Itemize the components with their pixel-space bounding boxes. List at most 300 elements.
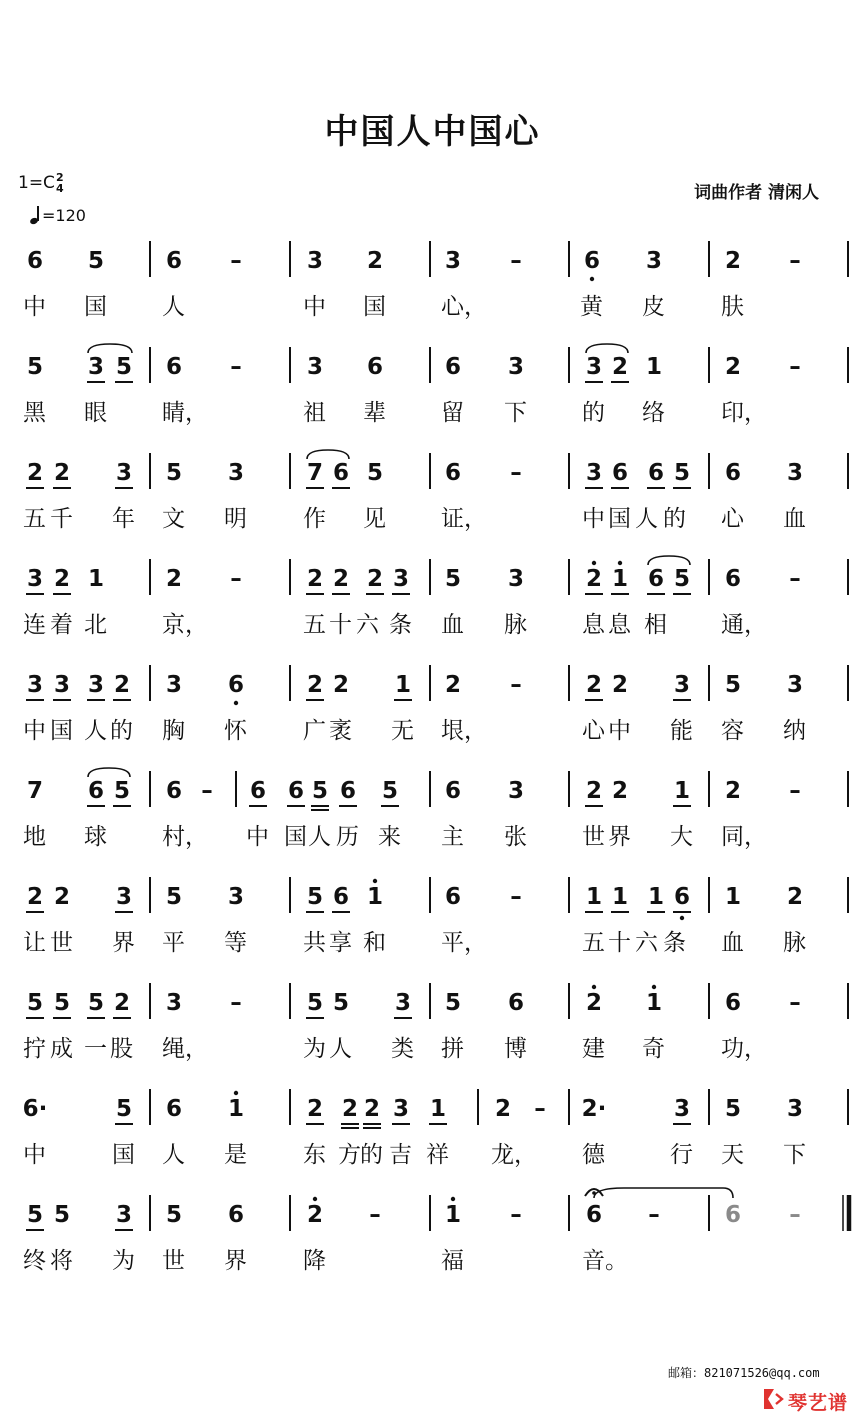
- lyric: 容: [721, 718, 744, 744]
- note: 5: [673, 460, 691, 486]
- note: –: [789, 778, 801, 804]
- note: 3: [306, 354, 324, 380]
- lyric: 奇: [642, 1036, 665, 1062]
- site-logo: [762, 1382, 852, 1416]
- octave-dot-above: [451, 1197, 455, 1201]
- note: 6: [339, 778, 357, 804]
- note: 6: [227, 1202, 245, 1228]
- lyric: 拧: [23, 1036, 46, 1062]
- note: 2: [341, 1096, 359, 1122]
- note: 6·: [22, 1096, 48, 1122]
- note: 5: [366, 460, 384, 486]
- note: 1: [227, 1096, 245, 1122]
- slur: [88, 344, 132, 353]
- note: 3: [394, 990, 412, 1016]
- note: 5: [306, 884, 324, 910]
- lyric: 人: [162, 1142, 185, 1168]
- lyric: 界: [112, 930, 135, 956]
- note: 1: [394, 672, 412, 698]
- lyric: 功，: [721, 1036, 767, 1062]
- note: 3: [786, 1096, 804, 1122]
- note: 3: [645, 248, 663, 274]
- lyric: 垠，: [441, 718, 487, 744]
- note: 1: [645, 354, 663, 380]
- lyric: 世: [582, 824, 605, 850]
- note: 3: [507, 778, 525, 804]
- lyric: 国: [112, 1142, 135, 1168]
- note: 6: [444, 778, 462, 804]
- lyric: 纳: [783, 718, 806, 744]
- lyric: 相: [644, 612, 667, 638]
- lyric: 年: [112, 506, 135, 532]
- note: 6: [444, 354, 462, 380]
- lyric: 连: [23, 612, 46, 638]
- note: 5: [311, 778, 329, 804]
- note: 5: [444, 566, 462, 592]
- lyric: 条: [389, 612, 412, 638]
- note: 6: [724, 1202, 742, 1228]
- note: 5: [165, 1202, 183, 1228]
- note: –: [369, 1202, 381, 1228]
- note: 2: [363, 1096, 381, 1122]
- note: 3: [165, 990, 183, 1016]
- note: 2: [611, 672, 629, 698]
- note: 2: [332, 566, 350, 592]
- lyric: 黄: [580, 294, 603, 320]
- note: 3: [444, 248, 462, 274]
- note: 1: [366, 884, 384, 910]
- note: –: [510, 1202, 522, 1228]
- lyric: 人: [329, 1036, 352, 1062]
- note: 3: [673, 672, 691, 698]
- lyric: 下: [504, 400, 527, 426]
- lyric: 德: [582, 1142, 605, 1168]
- lyric: 见: [363, 506, 386, 532]
- lyric: 无: [391, 718, 414, 744]
- lyric: 的: [582, 400, 605, 426]
- octave-dot-above: [592, 561, 596, 565]
- note: 3: [507, 354, 525, 380]
- lyric: 的: [360, 1142, 383, 1168]
- note: 3: [115, 1202, 133, 1228]
- octave-dot-below: [234, 701, 238, 705]
- lyric: 中: [23, 294, 46, 320]
- key-label: 1=C: [18, 173, 55, 193]
- lyric: 国: [84, 294, 107, 320]
- note: 5: [673, 566, 691, 592]
- note: –: [510, 672, 522, 698]
- lyric: 音。: [582, 1248, 628, 1274]
- note: 6: [165, 778, 183, 804]
- note: 6: [26, 248, 44, 274]
- lyric: 证，: [441, 506, 487, 532]
- note: 2: [585, 566, 603, 592]
- lyric: 张: [504, 824, 527, 850]
- lyric: 中: [23, 1142, 46, 1168]
- lyric: 享: [329, 930, 352, 956]
- lyric: 明: [224, 506, 247, 532]
- lyric: 同，: [721, 824, 767, 850]
- lyric: 广: [303, 718, 326, 744]
- note: 6: [507, 990, 525, 1016]
- time-unit: 4: [55, 182, 64, 195]
- note: 5: [165, 460, 183, 486]
- lyric: 龙，: [491, 1142, 537, 1168]
- lyric: 国: [50, 718, 73, 744]
- note: 2: [366, 566, 384, 592]
- lyric: 行: [670, 1142, 693, 1168]
- note: 2: [53, 884, 71, 910]
- note: 3: [673, 1096, 691, 1122]
- note: 3: [585, 460, 603, 486]
- note: 2: [366, 248, 384, 274]
- note: 1: [585, 884, 603, 910]
- note: 5: [26, 990, 44, 1016]
- note: 5: [87, 248, 105, 274]
- lyric: 心，: [441, 294, 487, 320]
- note: 5: [115, 1096, 133, 1122]
- note: 1: [611, 566, 629, 592]
- octave-dot-above: [313, 1197, 317, 1201]
- lyric: 血: [783, 506, 806, 532]
- lyric: 条: [663, 930, 686, 956]
- lyric: 血: [441, 612, 464, 638]
- note: 6: [647, 566, 665, 592]
- lyric: 类: [391, 1036, 414, 1062]
- note: 2: [306, 672, 324, 698]
- lyric: 着: [50, 612, 73, 638]
- note: –: [510, 884, 522, 910]
- note: 7: [26, 778, 44, 804]
- lyric: 怀: [224, 718, 247, 744]
- logo-mark-icon: [762, 1386, 784, 1412]
- note: 5: [724, 1096, 742, 1122]
- note: 2: [494, 1096, 512, 1122]
- note: 1: [429, 1096, 447, 1122]
- lyric: 印，: [721, 400, 767, 426]
- note: 6: [444, 460, 462, 486]
- note: 5: [53, 990, 71, 1016]
- lyric: 国: [363, 294, 386, 320]
- lyric: 中: [246, 824, 269, 850]
- note: 6: [165, 1096, 183, 1122]
- lyric: 绳，: [162, 1036, 208, 1062]
- octave-dot-above: [592, 985, 596, 989]
- note: 5: [332, 990, 350, 1016]
- note: 2: [306, 1096, 324, 1122]
- note: 6: [165, 354, 183, 380]
- lyric: 六: [356, 612, 379, 638]
- note: 3: [165, 672, 183, 698]
- lyric: 文: [162, 506, 185, 532]
- slur: [88, 768, 130, 777]
- lyric: 息: [582, 612, 605, 638]
- note: 3: [786, 672, 804, 698]
- lyric: 肤: [721, 294, 744, 320]
- note: 6: [724, 566, 742, 592]
- note: 1: [673, 778, 691, 804]
- lyric: 建: [582, 1036, 605, 1062]
- note: 5: [113, 778, 131, 804]
- lyric: 人: [635, 506, 658, 532]
- note: 5: [115, 354, 133, 380]
- note: 2: [332, 672, 350, 698]
- octave-dot-above: [618, 561, 622, 565]
- note: 6: [647, 460, 665, 486]
- lyric: 来: [378, 824, 401, 850]
- note: 3: [786, 460, 804, 486]
- note: 2: [113, 672, 131, 698]
- note: –: [510, 460, 522, 486]
- lyric: 千: [50, 506, 73, 532]
- note: 2: [113, 990, 131, 1016]
- lyric: 天: [721, 1142, 744, 1168]
- note: 2: [165, 566, 183, 592]
- lyric: 界: [608, 824, 631, 850]
- lyric: 国: [608, 506, 631, 532]
- note: 2: [26, 884, 44, 910]
- note: –: [789, 990, 801, 1016]
- lyric: 心: [582, 718, 605, 744]
- note: 5: [26, 1202, 44, 1228]
- lyric: 是: [224, 1142, 247, 1168]
- note: 6: [165, 248, 183, 274]
- lyric: 共: [303, 930, 326, 956]
- lyric: 人: [162, 294, 185, 320]
- tempo-value: =120: [42, 206, 86, 225]
- note: –: [230, 248, 242, 274]
- note: 5: [444, 990, 462, 1016]
- lyric: 中: [608, 718, 631, 744]
- note: 3: [26, 566, 44, 592]
- note: –: [510, 248, 522, 274]
- note: –: [230, 990, 242, 1016]
- lyric: 五: [582, 930, 605, 956]
- note: 2: [26, 460, 44, 486]
- lyric: 人: [84, 718, 107, 744]
- lyric: 能: [670, 718, 693, 744]
- note: 3: [53, 672, 71, 698]
- lyric: 睛，: [162, 400, 208, 426]
- lyric: 袤: [329, 718, 352, 744]
- lyric: 世: [50, 930, 73, 956]
- note: 3: [87, 354, 105, 380]
- lyric: 的: [110, 718, 133, 744]
- lyric: 五: [303, 612, 326, 638]
- note: –: [789, 566, 801, 592]
- note: 6: [87, 778, 105, 804]
- lyric: 博: [504, 1036, 527, 1062]
- note: 3: [306, 248, 324, 274]
- lyric: 为: [303, 1036, 326, 1062]
- note: 3: [87, 672, 105, 698]
- lyric: 留: [441, 400, 464, 426]
- lyric: 胸: [162, 718, 185, 744]
- note: –: [534, 1096, 546, 1122]
- lyric: 主: [441, 824, 464, 850]
- note: 3: [507, 566, 525, 592]
- note: 2: [724, 354, 742, 380]
- lyric: 血: [721, 930, 744, 956]
- note: 5: [165, 884, 183, 910]
- note: 6: [724, 990, 742, 1016]
- note: –: [230, 354, 242, 380]
- note: 6: [332, 884, 350, 910]
- note: 2: [53, 566, 71, 592]
- note: –: [789, 354, 801, 380]
- note: 6: [673, 884, 691, 910]
- note: –: [789, 248, 801, 274]
- note: 2: [611, 778, 629, 804]
- note: 6: [249, 778, 267, 804]
- lyric: 国: [284, 824, 307, 850]
- note: 6: [611, 460, 629, 486]
- lyric: 成: [50, 1036, 73, 1062]
- lyric: 通，: [721, 612, 767, 638]
- logo-text: 琴艺谱: [788, 1392, 849, 1414]
- lyric: 脉: [504, 612, 527, 638]
- octave-dot-above: [373, 879, 377, 883]
- footer-email: 邮箱：821071526@qq.com: [668, 1366, 820, 1380]
- note: 7: [306, 460, 324, 486]
- lyric: 地: [23, 824, 46, 850]
- note: 6: [724, 460, 742, 486]
- note: 6: [583, 248, 601, 274]
- lyric: 为: [112, 1248, 135, 1274]
- octave-dot-above: [652, 985, 656, 989]
- lyric: 祥: [426, 1142, 449, 1168]
- lyric: 心: [721, 506, 744, 532]
- lyric: 中: [303, 294, 326, 320]
- note: 6: [332, 460, 350, 486]
- lyric: 脉: [783, 930, 806, 956]
- lyric: 村，: [162, 824, 208, 850]
- note: –: [648, 1202, 660, 1228]
- lyric: 拼: [441, 1036, 464, 1062]
- note: 2: [724, 248, 742, 274]
- lyric: 终: [23, 1248, 46, 1274]
- note: 3: [115, 460, 133, 486]
- note: 3: [26, 672, 44, 698]
- lyric: 将: [50, 1248, 73, 1274]
- note: –: [201, 778, 213, 804]
- note: 2: [786, 884, 804, 910]
- octave-dot-below: [680, 916, 684, 920]
- note: 2: [585, 778, 603, 804]
- note: 2: [444, 672, 462, 698]
- note: 6: [366, 354, 384, 380]
- lyric: 人: [308, 824, 331, 850]
- note: 5: [53, 1202, 71, 1228]
- lyric: 的: [663, 506, 686, 532]
- note: 2: [585, 672, 603, 698]
- lyric: 十: [329, 612, 352, 638]
- lyric: 东: [303, 1142, 326, 1168]
- note: 6: [227, 672, 245, 698]
- lyric: 辈: [363, 400, 386, 426]
- lyric: 皮: [642, 294, 665, 320]
- lyric: 五: [23, 506, 46, 532]
- slur: [586, 344, 628, 353]
- lyric: 方: [338, 1142, 361, 1168]
- note: 3: [392, 1096, 410, 1122]
- lyric: 中: [582, 506, 605, 532]
- note: 3: [115, 884, 133, 910]
- note: 3: [227, 884, 245, 910]
- note: 2: [611, 354, 629, 380]
- note: 3: [392, 566, 410, 592]
- tie: [594, 1188, 733, 1198]
- lyric: 一: [84, 1036, 107, 1062]
- lyric: 中: [23, 718, 46, 744]
- lyric: 北: [84, 612, 107, 638]
- lyric: 京，: [162, 612, 208, 638]
- note: 2·: [581, 1096, 607, 1122]
- lyric: 界: [224, 1248, 247, 1274]
- lyric: 世: [162, 1248, 185, 1274]
- note: 2: [724, 778, 742, 804]
- note: 6: [585, 1202, 603, 1228]
- note: 1: [647, 884, 665, 910]
- slur: [307, 450, 349, 459]
- note: 5: [381, 778, 399, 804]
- lyric: 络: [642, 400, 665, 426]
- slur: [648, 556, 690, 565]
- lyric: 大: [670, 824, 693, 850]
- song-title: 中国人中国心: [324, 112, 541, 152]
- note: 1: [645, 990, 663, 1016]
- lyric: 六: [635, 930, 658, 956]
- octave-dot-below: [590, 277, 594, 281]
- lyric: 平，: [441, 930, 487, 956]
- note: 1: [87, 566, 105, 592]
- note: 3: [227, 460, 245, 486]
- note: 6: [287, 778, 305, 804]
- fermata-dot: [592, 1191, 596, 1195]
- note: 5: [26, 354, 44, 380]
- lyric: 降: [303, 1248, 326, 1274]
- note: 3: [585, 354, 603, 380]
- lyric: 历: [336, 824, 359, 850]
- lyric: 球: [84, 824, 107, 850]
- lyric: 祖: [303, 400, 326, 426]
- note: 5: [87, 990, 105, 1016]
- note: 2: [53, 460, 71, 486]
- lyric: 平: [162, 930, 185, 956]
- note: 1: [611, 884, 629, 910]
- lyric: 十: [608, 930, 631, 956]
- note: 2: [585, 990, 603, 1016]
- lyric: 股: [110, 1036, 133, 1062]
- note: 1: [444, 1202, 462, 1228]
- lyric: 黑: [23, 400, 46, 426]
- lyric: 等: [224, 930, 247, 956]
- note: 6: [444, 884, 462, 910]
- note: 2: [306, 566, 324, 592]
- note: –: [230, 566, 242, 592]
- lyric: 和: [363, 930, 386, 956]
- time-beats: 2: [55, 171, 64, 184]
- lyric: 眼: [84, 400, 107, 426]
- lyric: 作: [303, 506, 326, 532]
- composer-credit: 词曲作者 清闲人: [694, 183, 819, 203]
- note: 5: [306, 990, 324, 1016]
- note: 2: [306, 1202, 324, 1228]
- octave-dot-above: [234, 1091, 238, 1095]
- lyric: 让: [23, 930, 46, 956]
- lyric: 吉: [389, 1142, 412, 1168]
- note: 1: [724, 884, 742, 910]
